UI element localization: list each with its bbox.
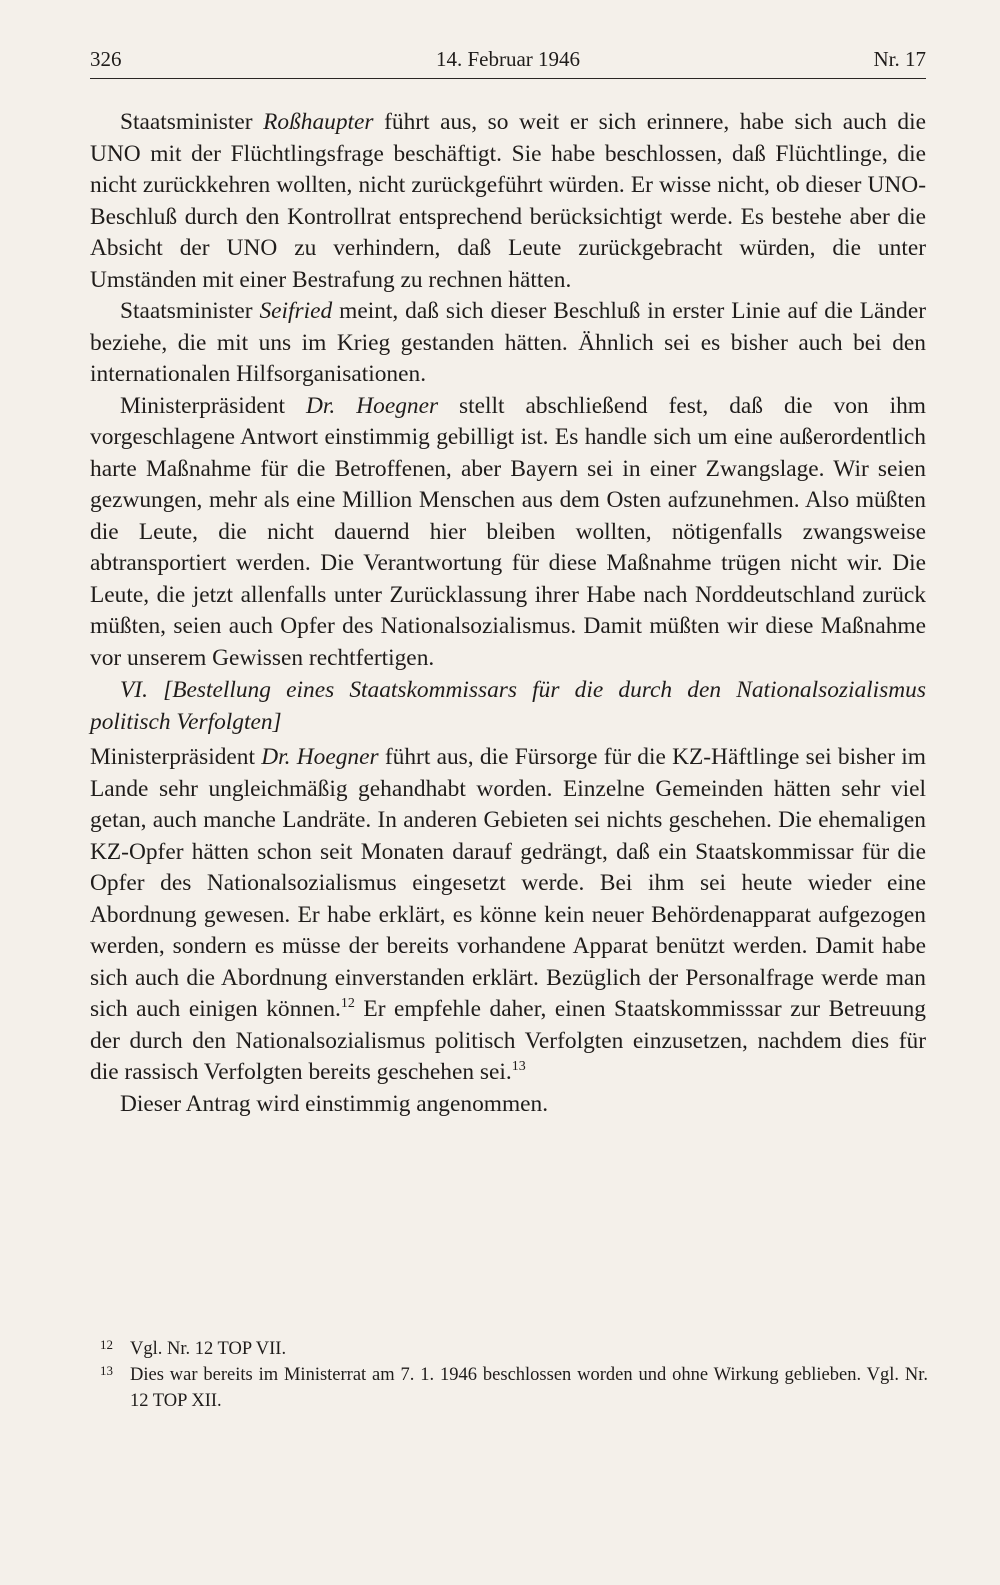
footnote-12 xyxy=(100,1336,928,1362)
running-header xyxy=(90,44,926,79)
footnotes xyxy=(100,1336,928,1414)
agenda-heading xyxy=(90,674,926,738)
paragraph-text: Ministerpräsident xyxy=(90,744,262,770)
header-date: 14. Februar 1946 xyxy=(435,47,581,71)
paragraph-text: Er empfehle daher, einen Staatskommisssar zur Betreuung der durch den Nationalsozialismus politisch Verfolgten einzusetzen, nachdem dies für die rassisch Verfolgten bereits geschehen sei. xyxy=(90,996,927,1085)
paragraph-text: führt aus, so weit er sich erinnere, habe sich auch die UNO mit der Flüchtlingsfrage beschäftigt. Sie habe beschlossen, daß Flüchtlinge, die nicht zurückkehren wollten, nicht zurückgeführt würden. Er wisse nicht, ob dieser UNO-Beschluß durch den Kontrollrat entsprechend berücksichtigt werde. Es bestehe aber die Absicht der UNO zu verhindern, daß Leute zurückgebracht würden, die unter Umständen mit einer Bestrafung zu rechnen hätten. xyxy=(90,109,927,293)
paragraph-text: meint, daß sich dieser Beschluß in erster Linie auf die Länder beziehe, die mit uns im Krieg gestanden hätten. Ähnlich sei es bisher auch bei den internationalen Hilfsorganisationen. xyxy=(90,298,926,387)
paragraph-text: stellt abschließend fest, daß die von ihm vorgeschlagene Antwort einstimmig gebilligt ist. Es handle sich um eine außerordentlich harte Maßnahme für die Betroffenen, aber Bayern sei in einer Zwangslage. Wir seien gezwungen, mehr als eine Million Menschen aus dem Osten aufzunehmen. Also müßten die Leute, die nicht dauernd hier bleiben wollten, nötigenfalls zwangsweise abtransportiert werden. Die Verantwortung für diese Maßnahme trügen nicht wir. Die Leute, die jetzt allenfalls unter Zurücklassung ihrer Habe nach Norddeutschland zurück müßten, seien auch Opfer des Nationalsozialismus. Damit müßten wir diese Maßnahme vor unserem Gewissen rechtfertigen. xyxy=(90,392,926,671)
paragraph-text: Dieser Antrag wird einstimmig angenommen. xyxy=(120,1090,549,1117)
paragraph-hoegner-2 xyxy=(90,742,926,1089)
agenda-title: [Bestellung eines Staatskommissars für die durch den Nationalsozialismus politisch Verfolgten] xyxy=(90,677,926,735)
paragraph-seifried xyxy=(90,296,926,391)
footnote-text: Vgl. Nr. 12 TOP VII. xyxy=(130,1339,287,1359)
paragraph-decision xyxy=(90,1089,926,1121)
paragraph-hoegner-1 xyxy=(90,391,926,675)
speaker-name: Roßhaupter xyxy=(263,109,374,135)
document-number: Nr. 17 xyxy=(873,47,926,71)
body-text xyxy=(90,107,926,1120)
page-number: 326 xyxy=(90,47,122,71)
footnote-ref-12[interactable]: 12 xyxy=(340,996,355,1011)
paragraph-text: Ministerpräsident xyxy=(120,392,306,419)
footnote-ref-13[interactable]: 13 xyxy=(511,1059,526,1074)
speaker-name: Seifried xyxy=(259,298,333,324)
agenda-numeral: VI. xyxy=(120,677,148,703)
speaker-name: Dr. Hoegner xyxy=(306,392,439,419)
paragraph-text: führt aus, die Fürsorge für die KZ-Häftlinge sei bisher im Lande sehr ungleichmäßig gehandhabt worden. Einzelne Gemeinden hätten sehr viel getan, auch manche Landräte. In anderen Gebieten sei nichts geschehen. Die ehemaligen KZ-Opfer hätten schon seit Monaten darauf gedrängt, daß ein Staatskommissar für die Opfer des Nationalsozialismus eingesetzt werde. Bei ihm sei heute wieder eine Abordnung gewesen. Er habe erklärt, es könne kein neuer Behördenapparat aufgezogen werden, sondern es müsse der bereits vorhandene Apparat benützt werden. Damit habe sich auch die Abordnung einverstanden erklärt. Bezüglich der Personalfrage werde man sich auch einigen können. xyxy=(90,744,926,1022)
paragraph-text: Staatsminister xyxy=(120,298,260,324)
footnote-number: 12 xyxy=(100,1337,113,1352)
paragraph-rosshaupter xyxy=(90,107,926,296)
footnote-text: Dies war bereits im Ministerrat am 7. 1. 1946 beschlossen worden und ohne Wirkung geblieben. Vgl. Nr. 12 TOP XII. xyxy=(130,1365,928,1411)
footnote-number: 13 xyxy=(100,1363,113,1378)
speaker-name: Dr. Hoegner xyxy=(261,744,379,770)
footnote-13 xyxy=(100,1362,928,1414)
paragraph-text: Staatsminister xyxy=(120,109,264,135)
